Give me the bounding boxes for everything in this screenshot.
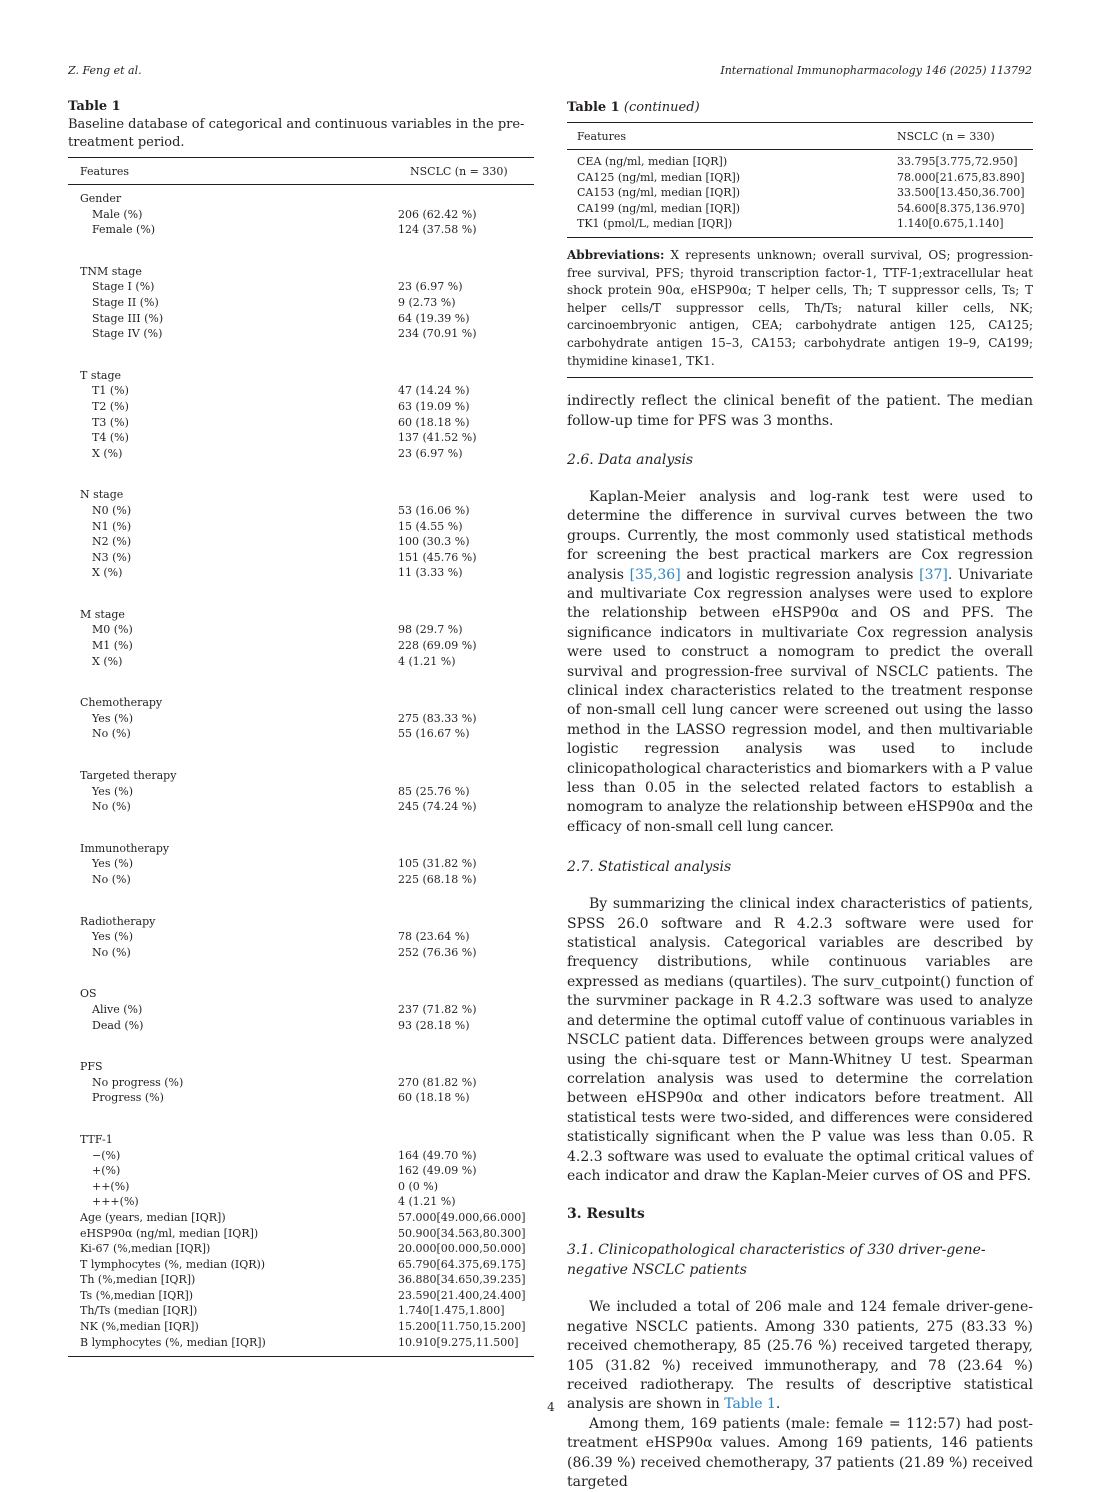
group-title: T stage [80, 368, 122, 382]
col-nsclc: NSCLC (n = 330) [410, 164, 508, 178]
table-row: T2 (%) 63 (19.09 %) [92, 399, 470, 413]
group-title: Targeted therapy [80, 769, 177, 783]
section-2-7-heading: 2.7. Statistical analysis [567, 859, 732, 876]
running-journal: International Immunopharmacology 146 (2025) 113792 [720, 64, 1032, 77]
section-3-heading: 3. Results [567, 1206, 645, 1223]
table-row: NK (%,median [IQR]) 15.200[11.750,15.200] [80, 1320, 526, 1334]
table-caption: Baseline database of categorical and continuous variables in the pre-treatment period. [68, 117, 525, 150]
table-row: +(%) 162 (49.09 %) [92, 1164, 477, 1178]
group-title: TNM stage [80, 264, 142, 278]
table-row: Stage III (%) 64 (19.39 %) [92, 311, 470, 325]
table-row: eHSP90α (ng/ml, median [IQR]) 50.900[34.563,80.300] [80, 1226, 526, 1240]
section-3-1-heading: 3.1. Clinicopathological characteristics of 330 driver-gene-negative NSCLC patients [567, 1242, 986, 1279]
right-column [567, 98, 1033, 1492]
table-label: Table 1 [68, 99, 121, 114]
table-row: Stage I (%) 23 (6.97 %) [92, 280, 463, 294]
table-cont-body [567, 150, 1033, 237]
group-title: N stage [80, 488, 124, 502]
table-1 [68, 98, 534, 1357]
table-header [68, 158, 534, 184]
table-row: ++(%) 0 (0 %) [92, 1179, 439, 1193]
table-row: Female (%) 124 (37.58 %) [92, 223, 477, 237]
table-row: No (%) 245 (74.24 %) [92, 800, 477, 814]
table-row: Alive (%) 237 (71.82 %) [92, 1002, 477, 1016]
table-row: TK1 (pmol/L, median [IQR]) 1.140[0.675,1.140] [577, 217, 1004, 231]
table-row: Age (years, median [IQR]) 57.000[49.000,66.000] [80, 1210, 526, 1224]
table-row: No (%) 55 (16.67 %) [92, 727, 470, 741]
table-row: M1 (%) 228 (69.09 %) [92, 639, 477, 653]
table-row: Th/Ts (median [IQR]) 1.740[1.475,1.800] [80, 1304, 505, 1318]
section-2-6-heading: 2.6. Data analysis [567, 451, 694, 468]
table-row: N1 (%) 15 (4.55 %) [92, 519, 463, 533]
table-row: CA125 (ng/ml, median [IQR]) 78.000[21.675,83.890] [577, 170, 1025, 184]
table-row: No (%) 225 (68.18 %) [92, 873, 477, 886]
table-row: X (%) 23 (6.97 %) [92, 446, 463, 460]
group-title: Radiotherapy [80, 914, 156, 928]
page-number: 4 [547, 1400, 555, 1414]
group-title: OS [80, 987, 97, 1001]
ref-35-36[interactable]: [35,36] [629, 566, 681, 583]
table-row: N3 (%) 151 (45.76 %) [92, 550, 477, 564]
paragraph-2-6: Kaplan-Meier analysis and log-rank test were used to determine the difference in survival curves between the two groups. Currently, the most commonly used statistical methods for screening the best practical markers are Cox regression analysis [35,36] and logistic regression analysis [37]. Univariate and multivariate Cox regression analyses were used to explore the relationship between eHSP90α and OS and PFS. The significance indicators in multivariate Cox regression analysis were used to construct a nomogram to predict the overall survival and progression-free survival of NSCLC patients. The clinical index characteristics related to the treatment response of non-small cell lung cancer were screened out using the lasso method in the LASSO regression model, and then multivariable logistic regression analysis was used to include clinicopathological characteristics and biomarkers with a P value less than 0.05 in the selected related factors to establish a nomogram to analyze the relationship between eHSP90α and the efficacy of non-small cell lung cancer. [567, 488, 1033, 835]
table-row: No (%) 252 (76.36 %) [92, 945, 477, 959]
table-row: M0 (%) 98 (29.7 %) [92, 623, 463, 637]
table-row: B lymphocytes (%, median [IQR]) 10.910[9.275,11.500] [80, 1335, 519, 1349]
table-cont-caption: Table 1 (continued) [567, 100, 700, 115]
table-row: Ts (%,median [IQR]) 23.590[21.400,24.400] [80, 1288, 526, 1302]
paragraph-3-1-b: Among them, 169 patients (male: female = 112:57) had post-treatment eHSP90α values. Among 169 patients, 146 patients (86.39 %) received chemotherapy, 37 patients (21.89 %) received targeted [567, 1415, 1033, 1490]
table-row: T1 (%) 47 (14.24 %) [92, 384, 470, 398]
group-title: M stage [80, 607, 125, 621]
ref-table-1[interactable]: Table 1 [724, 1396, 776, 1413]
table-row: Stage II (%) 9 (2.73 %) [92, 295, 456, 309]
table-row: Dead (%) 93 (28.18 %) [92, 1018, 470, 1032]
table-row: +++(%) 4 (1.21 %) [92, 1195, 456, 1209]
group-title: Chemotherapy [80, 696, 163, 710]
table-row: No progress (%) 270 (81.82 %) [92, 1075, 477, 1089]
table-row: X (%) 4 (1.21 %) [92, 654, 456, 668]
table-row: CA199 (ng/ml, median [IQR]) 54.600[8.375,136.970] [577, 201, 1025, 215]
table-row: CA153 (ng/ml, median [IQR]) 33.500[13.450,36.700] [577, 186, 1025, 200]
table-row: CEA (ng/ml, median [IQR]) 33.795[3.775,72.950] [577, 155, 1018, 168]
group-title: Gender [80, 192, 122, 205]
running-author: Z. Feng et al. [68, 64, 142, 77]
table-row: Progress (%) 60 (18.18 %) [92, 1091, 470, 1105]
ref-37[interactable]: [37] [919, 566, 948, 583]
abbreviations: Abbreviations: X represents unknown; overall survival, OS; progression-free survival, PFS; thyroid transcription factor-1, TTF-1;extracellular heat shock protein 90α, eHSP90α; T helper cells, Th; T suppressor cells, Ts; T helper cells/T suppressor cells, Th/Ts; natural killer cells, NK; carcinoembryonic antigen, CEA; carbohydrate antigen 125, CA125; carbohydrate antigen 15–3, CA153; carbohydrate antigen 19–9, CA199; thymidine kinase1, TK1. [567, 247, 1033, 368]
table-row: Yes (%) 78 (23.64 %) [92, 930, 470, 944]
table-row: N2 (%) 100 (30.3 %) [92, 535, 470, 549]
table-row: −(%) 164 (49.70 %) [92, 1148, 477, 1162]
col-features: Features [80, 164, 130, 178]
table-row: Stage IV (%) 234 (70.91 %) [92, 327, 477, 341]
table-row: T3 (%) 60 (18.18 %) [92, 415, 470, 429]
table-row: N0 (%) 53 (16.06 %) [92, 503, 470, 517]
paragraph-continued: indirectly reflect the clinical benefit of the patient. The median follow-up time for PFS was 3 months. [567, 393, 1033, 429]
table-body [68, 185, 534, 1350]
group-title: TTF-1 [80, 1132, 113, 1146]
group-title: Immunotherapy [80, 841, 170, 855]
paragraph-3-1: We included a total of 206 male and 124 female driver-gene-negative NSCLC patients. Among 330 patients, 275 (83.33 %) received chemotherapy, 85 (25.76 %) received targeted therapy, 105 (31.82 %) received immunotherapy, and 78 (23.64 %) received radiotherapy. The results of descriptive statistical analysis are shown in Table 1. [567, 1299, 1033, 1413]
table-row: X (%) 11 (3.33 %) [92, 566, 463, 580]
table-row: Yes (%) 275 (83.33 %) [92, 711, 477, 725]
table-row: Ki-67 (%,median [IQR]) 20.000[00.000,50.000] [80, 1242, 526, 1256]
table-row: Th (%,median [IQR]) 36.880[34.650,39.235] [80, 1273, 526, 1287]
paragraph-2-7: By summarizing the clinical index characteristics of patients, SPSS 26.0 software and R 4.2.3 software were used for statistical analysis. Categorical variables are described by frequency distributions, while continuous variables are expressed as medians (quartiles). The surv_cutpoint() function of the survminer package in R 4.2.3 software was used to analyze and determine the optimal cutoff value of continuous variables in NSCLC patient data. Differences between groups were analyzed using the chi-square test or Mann-Whitney U test. Spearman correlation analysis was used to determine the correlation between eHSP90α and other indicators before treatment. All statistical tests were two-sided, and differences were considered statistically significant when the P value was less than 0.05. R 4.2.3 software was used to evaluate the optimal critical values of each indicator and draw the Kaplan-Meier curves of OS and PFS. [567, 896, 1033, 1184]
table-row: T4 (%) 137 (41.52 %) [92, 431, 477, 445]
table-row: Male (%) 206 (62.42 %) [92, 207, 477, 221]
table-row: Yes (%) 105 (31.82 %) [92, 857, 477, 871]
group-title: PFS [80, 1060, 103, 1074]
table-row: Yes (%) 85 (25.76 %) [92, 784, 470, 798]
table-row: T lymphocytes (%, median (IQR)) 65.790[64.375,69.175] [80, 1257, 526, 1271]
table-cont-header: Features NSCLC (n = 330) [577, 129, 995, 143]
